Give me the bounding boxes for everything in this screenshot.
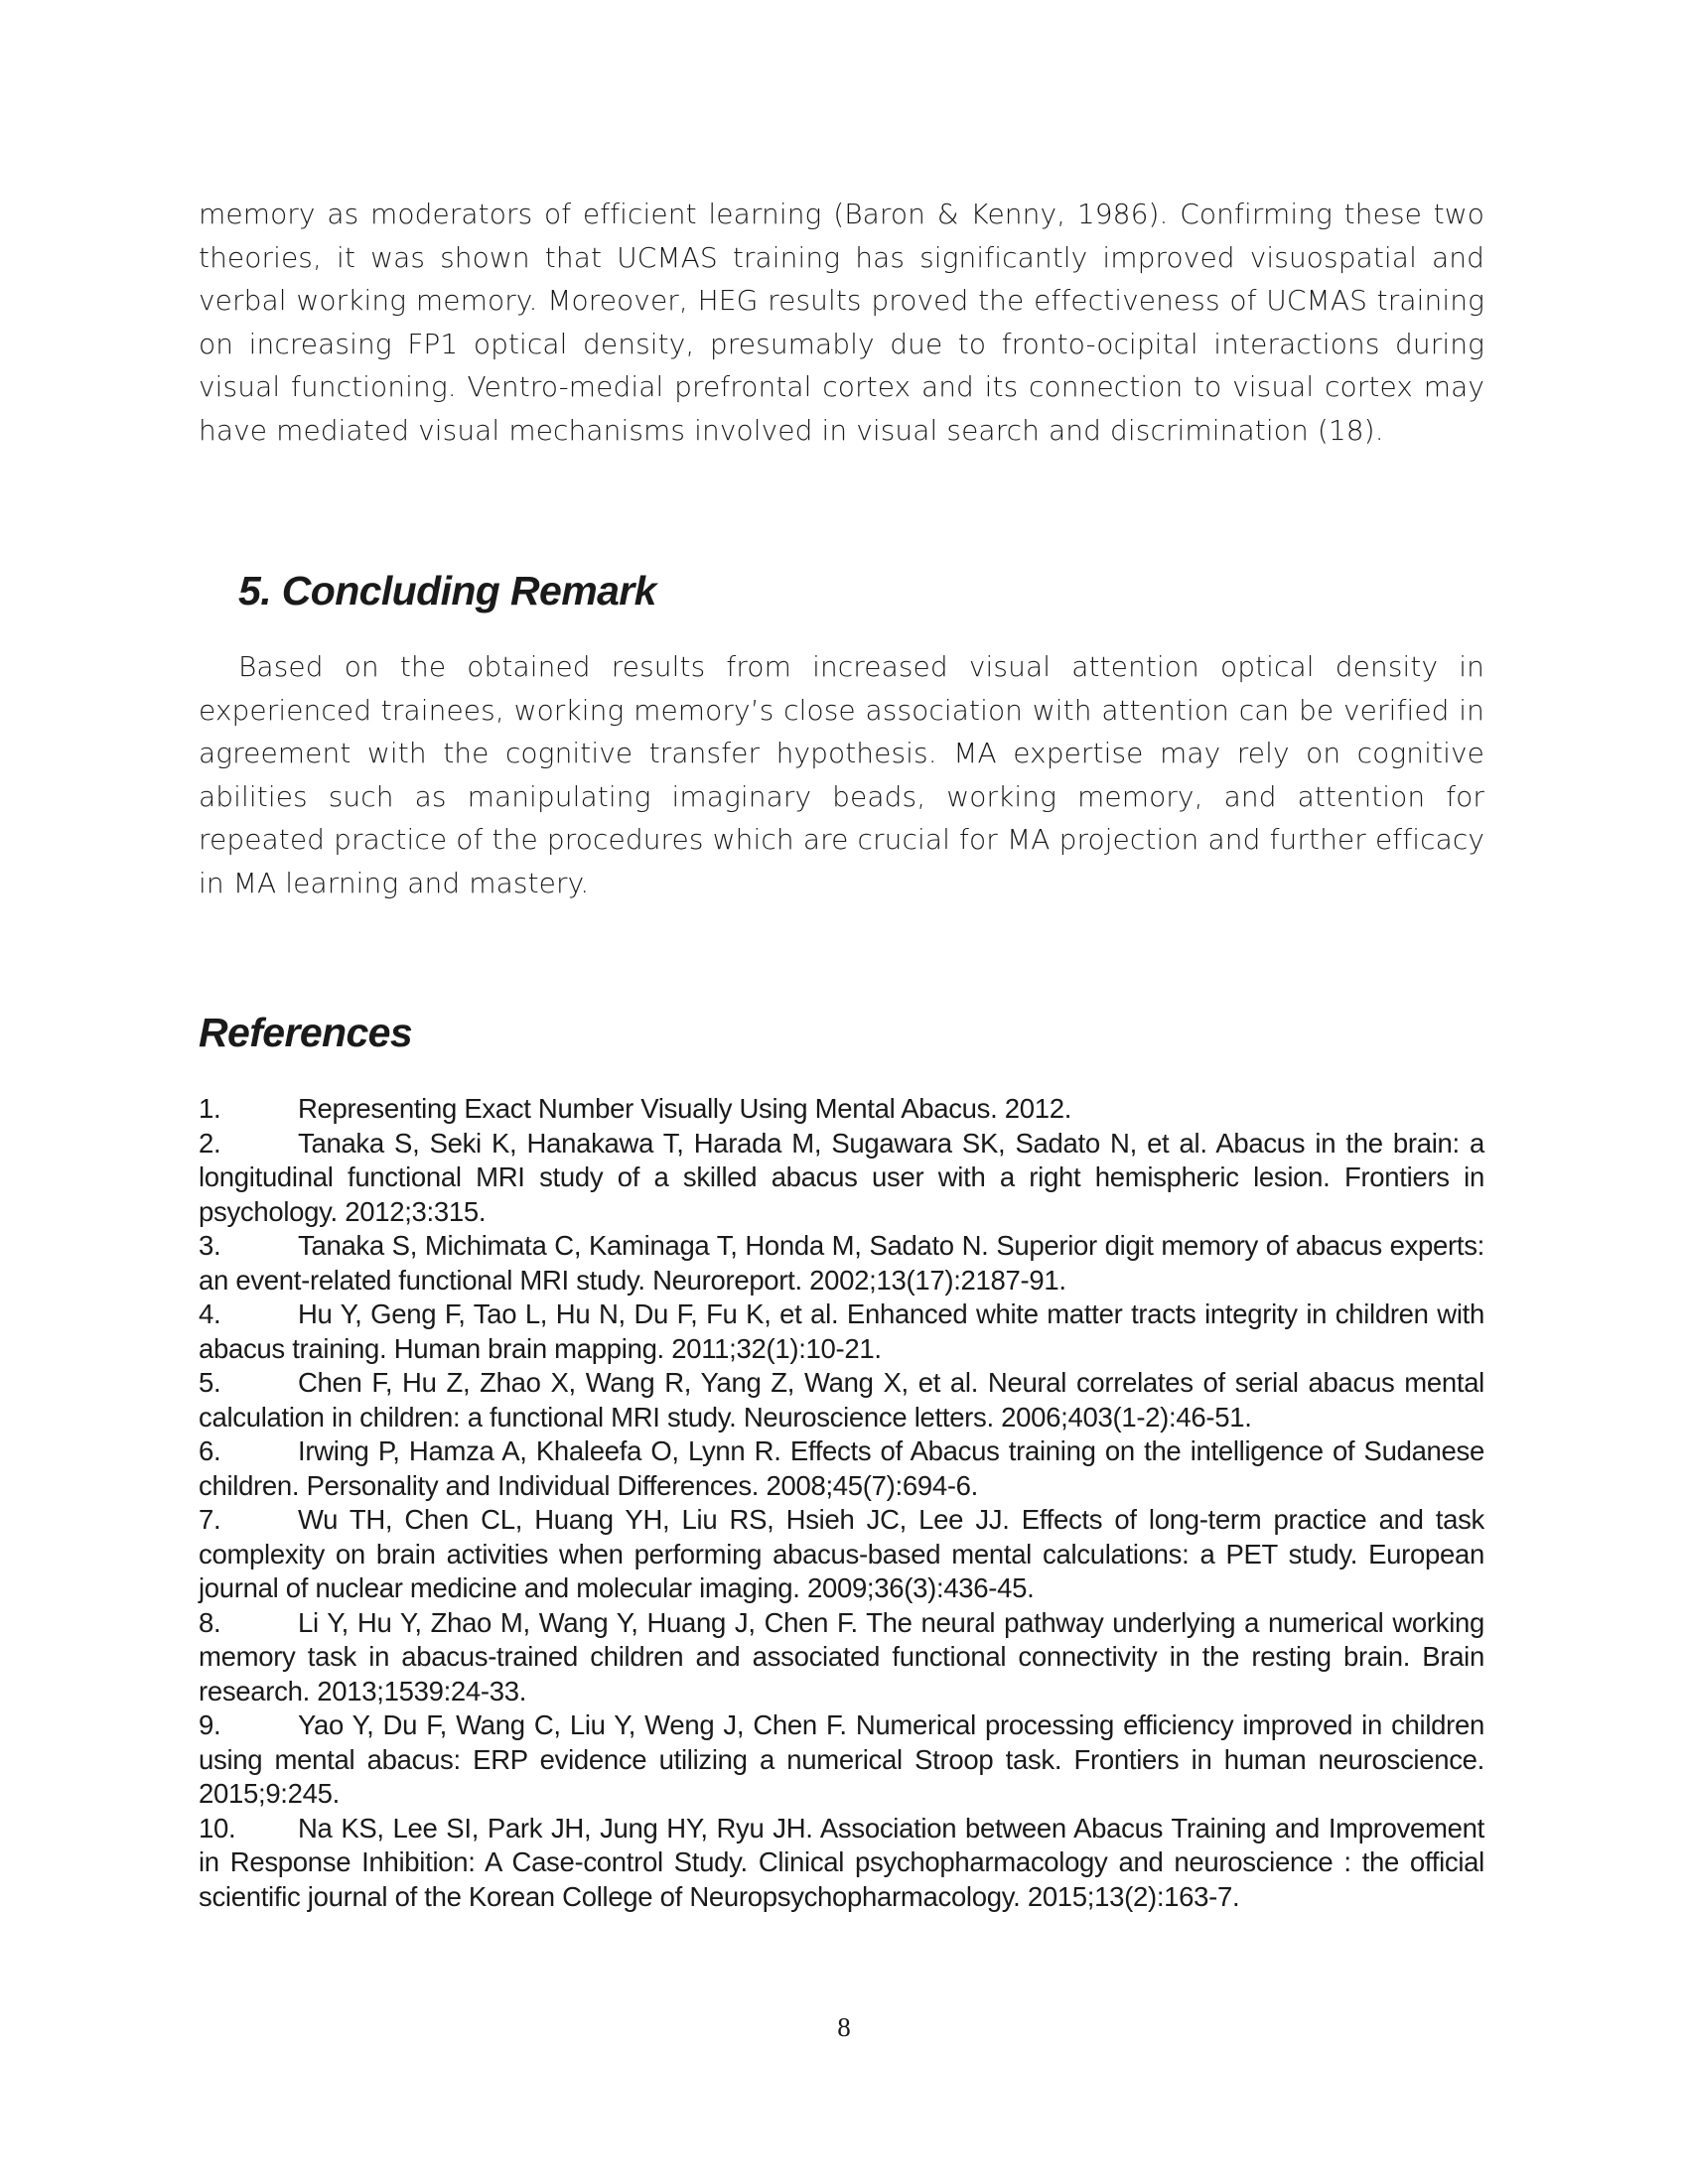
reference-number: 5. (199, 1367, 221, 1398)
reference-item (199, 1503, 1484, 1606)
reference-number: 3. (199, 1230, 221, 1261)
reference-list (199, 1092, 1484, 1914)
reference-item (199, 1708, 1484, 1812)
reference-number: 4. (199, 1298, 221, 1329)
reference-text: Yao Y, Du F, Wang C, Liu Y, Weng J, Chen F. Numerical processing efficiency improved in children using mental abacus: ERP evidence utilizing a numerical Stroop task. Frontiers in human neuroscience. 2015;9:245. (199, 1709, 1484, 1809)
reference-text: Hu Y, Geng F, Tao L, Hu N, Du F, Fu K, et al. Enhanced white matter tracts integrity in children with abacus training. Human brain mapping. 2011;32(1):10-21. (199, 1298, 1484, 1364)
reference-number: 9. (199, 1709, 221, 1740)
reference-number: 2. (199, 1127, 221, 1159)
section-heading-concluding-remark: 5. Concluding Remark (238, 568, 656, 614)
reference-item (199, 1297, 1484, 1366)
reference-item (199, 1092, 1484, 1127)
reference-text: Tanaka S, Seki K, Hanakawa T, Harada M, Sugawara SK, Sadato N, et al. Abacus in the brain: a longitudinal functional MRI study of a skilled abacus user with a right hemispheric lesion. Frontiers in psychology. 2012;3:315. (199, 1127, 1484, 1227)
reference-text: Chen F, Hu Z, Zhao X, Wang R, Yang Z, Wang X, et al. Neural correlates of serial abacus mental calculation in children: a functional MRI study. Neuroscience letters. 2006;403(1-2):46-51. (199, 1367, 1484, 1433)
page-number: 8 (837, 2012, 851, 2042)
body-paragraph-concluding: Based on the obtained results from increased visual attention optical density in experienced trainees, working memory’s close association with attention can be verified in agreement with the cognitive transfer hypothesis. MA expertise may rely on cognitive abilities such as manipulating imaginary beads, working memory, and attention for repeated practice of the procedures which are crucial for MA projection and further efficacy in MA learning and mastery. (199, 650, 1484, 899)
reference-number: 7. (199, 1504, 221, 1535)
reference-item (199, 1812, 1484, 1915)
body-paragraph-continued: memory as moderators of efficient learning (Baron & Kenny, 1986). Confirming these two theories, it was shown that UCMAS training has significantly improved visuospatial and verbal working memory. Moreover, HEG results proved the effectiveness of UCMAS training on increasing FP1 optical density, presumably due to fronto-ocipital interactions during visual functioning. Ventro-medial prefrontal cortex and its connection to visual cortex may have mediated visual mechanisms involved in visual search and discrimination (18). (199, 198, 1484, 447)
reference-item (199, 1434, 1484, 1503)
reference-text: Wu TH, Chen CL, Huang YH, Liu RS, Hsieh JC, Lee JJ. Effects of long-term practice and task complexity on brain activities when performing abacus-based mental calculations: a PET study. European journal of nuclear medicine and molecular imaging. 2009;36(3):436-45. (199, 1504, 1484, 1603)
reference-text: Tanaka S, Michimata C, Kaminaga T, Honda M, Sadato N. Superior digit memory of abacus experts: an event-related functional MRI study. Neuroreport. 2002;13(17):2187-91. (199, 1230, 1484, 1296)
reference-number: 1. (199, 1093, 221, 1124)
section-heading-references: References (199, 1010, 413, 1055)
reference-item (199, 1366, 1484, 1434)
reference-text: Representing Exact Number Visually Using Mental Abacus. 2012. (298, 1093, 1072, 1124)
reference-number: 8. (199, 1606, 221, 1638)
reference-number: 10. (199, 1812, 236, 1843)
reference-text: Irwing P, Hamza A, Khaleefa O, Lynn R. Effects of Abacus training on the intelligence of Sudanese children. Personality and Individual Differences. 2008;45(7):694-6. (199, 1435, 1484, 1501)
reference-text: Li Y, Hu Y, Zhao M, Wang Y, Huang J, Chen F. The neural pathway underlying a numerical working memory task in abacus-trained children and associated functional connectivity in the resting brain. Brain research. 2013;1539:24-33. (199, 1606, 1484, 1706)
reference-number: 6. (199, 1435, 221, 1466)
reference-item (199, 1229, 1484, 1297)
reference-text: Na KS, Lee SI, Park JH, Jung HY, Ryu JH. Association between Abacus Training and Improvement in Response Inhibition: A Case-control Study. Clinical psychopharmacology and neuroscience : the official scientific journal of the Korean College of Neuropsychopharmacology. 2015;13(2):163-7. (199, 1812, 1484, 1912)
reference-item (199, 1606, 1484, 1709)
reference-item (199, 1127, 1484, 1230)
